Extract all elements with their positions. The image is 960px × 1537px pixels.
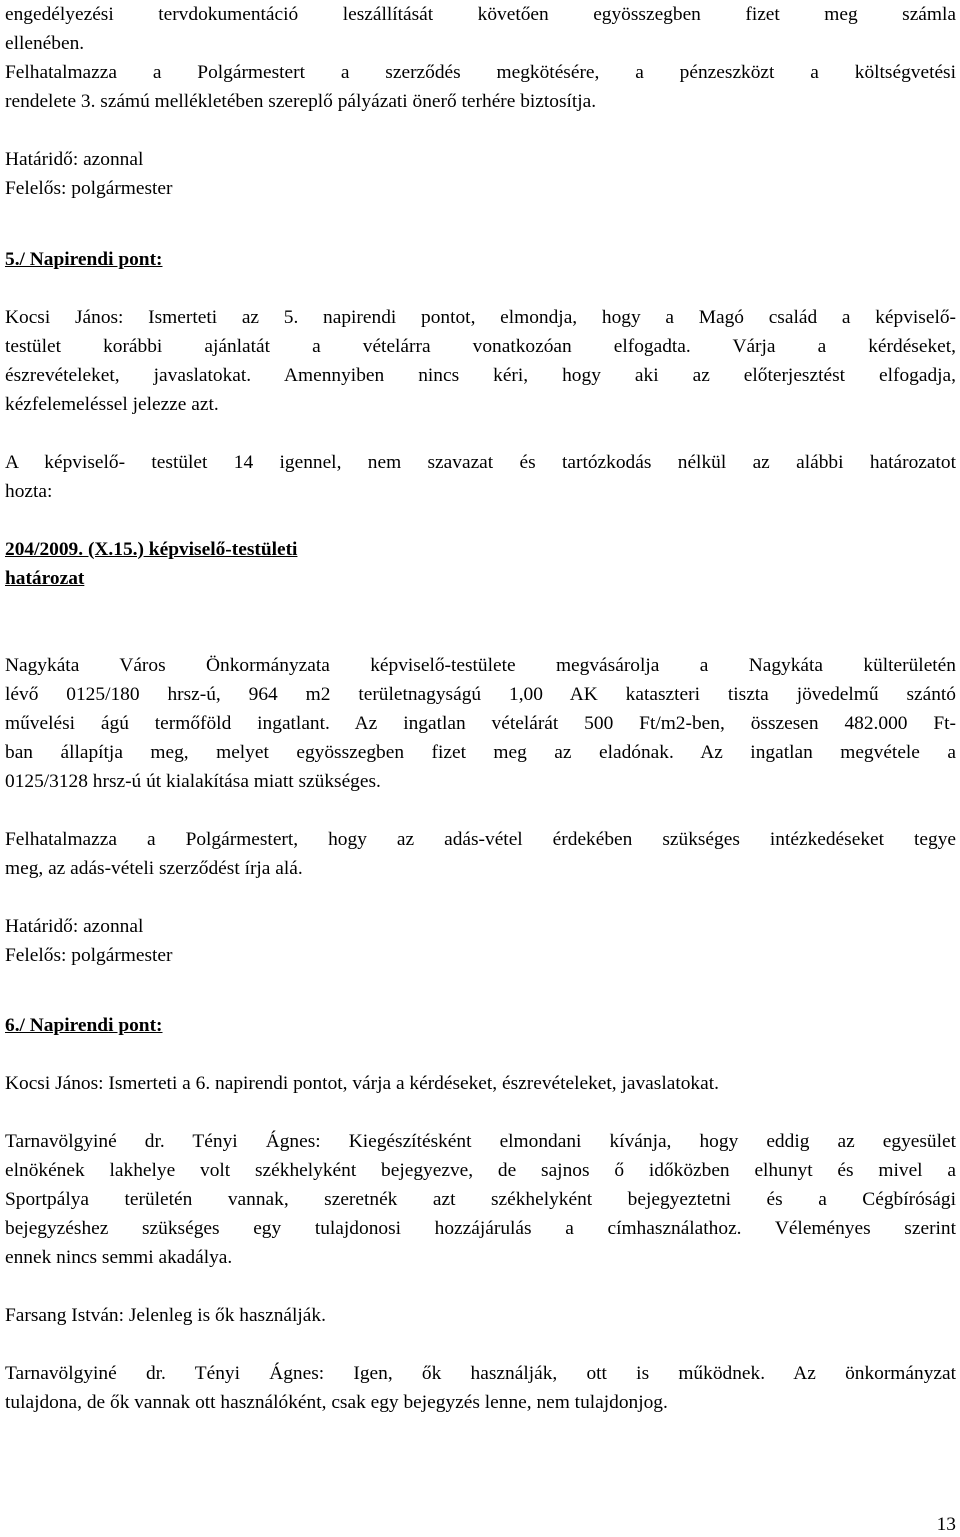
spacer xyxy=(5,1040,956,1069)
intro-line: rendelete 3. számú mellékletében szereplő pályázati önerő terhére biztosítja. xyxy=(5,91,597,112)
authorization-line: Felhatalmazza a Polgármestert, hogy az adás-vétel érdekében szükséges intézkedéseket tegye xyxy=(5,829,956,850)
agenda-item-6-heading: 6./ Napirendi pont: xyxy=(5,1015,163,1036)
paragraph-line: Sportpálya területén vannak, szeretnék azt székhelyként bejegyeztetni és a Cégbírósági xyxy=(5,1189,956,1210)
vote-line: hozta: xyxy=(5,481,53,502)
paragraph-line: Farsang István: Jelenleg is ők használják. xyxy=(5,1305,326,1326)
intro-line: ellenében. xyxy=(5,33,85,54)
spacer xyxy=(5,970,956,999)
spacer xyxy=(5,274,956,303)
spacer xyxy=(5,883,956,912)
resolution-line: művelési ágú termőföld ingatlant. Az ingatlan vételárát 500 Ft/m2-ben, összesen 482.000 Ft- xyxy=(5,713,956,734)
spacer xyxy=(5,116,956,145)
deadline-line: Határidő: azonnal xyxy=(5,916,144,937)
spacer xyxy=(5,419,956,448)
deadline-line: Határidő: azonnal xyxy=(5,149,144,170)
paragraph-line: Tarnavölgyiné dr. Tényi Ágnes: Igen, ők használják, ott is működnek. Az önkormányzat xyxy=(5,1363,956,1384)
resolution-line: 0125/3128 hrsz-ú út kialakítása miatt szükséges. xyxy=(5,771,381,792)
paragraph-line: bejegyzéshez szükséges egy tulajdonosi hozzájárulás a címhasználathoz. Véleményes szerint xyxy=(5,1218,956,1239)
paragraph-line: Kocsi János: Ismerteti a 6. napirendi pontot, várja a kérdéseket, észrevételeket, javaslatokat. xyxy=(5,1073,719,1094)
resolution-word: határozat xyxy=(5,568,85,589)
vote-line: A képviselő- testület 14 igennel, nem szavazat és tartózkodás nélkül az alábbi határozatot xyxy=(5,452,956,473)
paragraph-line: elnökének lakhelye volt székhelyként bejegyezve, de sajnos ő időközben elhunyt és mivel a xyxy=(5,1160,956,1181)
paragraph-line: észrevételeket, javaslatokat. Amennyiben nincs kéri, hogy aki az előterjesztést elfogadja, xyxy=(5,365,956,386)
document-page xyxy=(5,0,956,1417)
spacer xyxy=(5,506,956,535)
agenda-item-5-heading: 5./ Napirendi pont: xyxy=(5,249,163,270)
responsible-line: Felelős: polgármester xyxy=(5,945,173,966)
paragraph-line: tulajdona, de ők vannak ott használóként, csak egy bejegyzés lenne, nem tulajdonjog. xyxy=(5,1392,668,1413)
paragraph-line: Kocsi János: Ismerteti az 5. napirendi pontot, elmondja, hogy a Magó család a képviselő- xyxy=(5,307,956,328)
spacer xyxy=(5,1098,956,1127)
authorization-line: meg, az adás-vételi szerződést írja alá. xyxy=(5,858,303,879)
intro-line: engedélyezési tervdokumentáció leszállítását követően egyösszegben fizet meg számla xyxy=(5,4,956,25)
paragraph-line: Tarnavölgyiné dr. Tényi Ágnes: Kiegészítésként elmondani kívánja, hogy eddig az egyesület xyxy=(5,1131,956,1152)
paragraph-line: ennek nincs semmi akadálya. xyxy=(5,1247,233,1268)
spacer xyxy=(5,1330,956,1359)
spacer xyxy=(5,593,956,622)
resolution-title: 204/2009. (X.15.) képviselő-testületi xyxy=(5,539,298,560)
intro-line: Felhatalmazza a Polgármestert a szerződés megkötésére, a pénzeszközt a költségvetési xyxy=(5,62,956,83)
page-number: 13 xyxy=(936,1514,956,1535)
resolution-line: ban állapítja meg, melyet egyösszegben fizet meg az eladónak. Az ingatlan megvétele a xyxy=(5,742,956,763)
spacer xyxy=(5,203,956,232)
spacer xyxy=(5,622,956,651)
spacer xyxy=(5,796,956,825)
paragraph-line: kézfelemeléssel jelezze azt. xyxy=(5,394,219,415)
responsible-line: Felelős: polgármester xyxy=(5,178,173,199)
resolution-line: Nagykáta Város Önkormányzata képviselő-testülete megvásárolja a Nagykáta külterületén xyxy=(5,655,956,676)
spacer xyxy=(5,1272,956,1301)
resolution-line: lévő 0125/180 hrsz-ú, 964 m2 területnagyságú 1,00 AK kataszteri tiszta jövedelmű szántó xyxy=(5,684,956,705)
paragraph-line: testület korábbi ajánlatát a vételárra vonatkozóan elfogadta. Várja a kérdéseket, xyxy=(5,336,956,357)
